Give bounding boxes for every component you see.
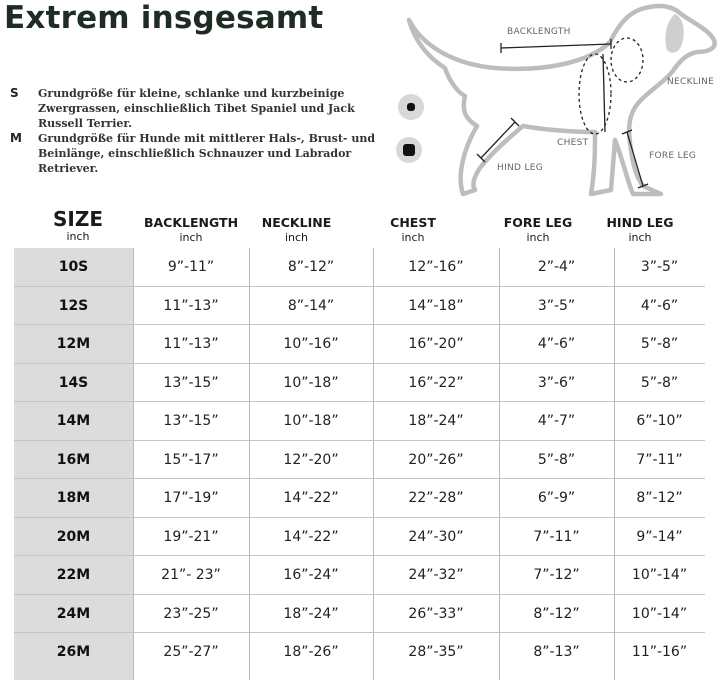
size-cell: 14S	[58, 374, 89, 391]
hind-leg-cell: 10”-14”	[631, 567, 688, 583]
backlength-cell: 11”-13”	[163, 336, 219, 352]
header-hind-leg	[601, 207, 679, 244]
neckline-cell: 10”-16”	[283, 336, 339, 352]
header-neckline	[249, 207, 344, 244]
fore-leg-cell: 4”-6”	[537, 336, 576, 352]
table-row	[14, 325, 705, 364]
hind-leg-cell: 5”-8”	[640, 374, 679, 391]
chest-cell: 18”-24”	[408, 413, 464, 429]
header-chest	[373, 207, 453, 244]
chest-cell: 24”-30”	[408, 528, 464, 545]
chest-cell: 12”-16”	[408, 259, 464, 275]
chest-cell: 24”-32”	[408, 567, 464, 583]
hind-leg-cell: 7”-11”	[636, 451, 683, 468]
neckline-cell: 16”-24”	[283, 567, 339, 583]
fore-leg-cell: 3”-6”	[537, 374, 576, 391]
neckline-cell: 18”-26”	[283, 644, 339, 660]
hind-leg-cell: 9”-14”	[636, 528, 683, 545]
neckline-cell: 8”-12”	[287, 259, 335, 275]
table-row	[14, 556, 705, 595]
backlength-cell: 25”-27”	[163, 644, 219, 660]
fore-leg-cell: 4”-7”	[537, 413, 576, 429]
chest-cell: 16”-22”	[408, 374, 464, 391]
size-cell: 20M	[56, 528, 91, 545]
chest-cell: 14”-18”	[408, 297, 464, 314]
hind-leg-cell: 11”-16”	[631, 644, 688, 660]
fore-leg-cell: 7”-12”	[533, 567, 580, 583]
neckline-cell: 10”-18”	[283, 374, 339, 391]
fore-leg-cell: 2”-4”	[537, 259, 576, 275]
header-label: HIND LEG	[606, 215, 674, 230]
hind-leg-cell: 4”-6”	[640, 297, 679, 314]
chest-cell: 20”-26”	[408, 451, 464, 468]
header-unit: inch	[526, 231, 550, 244]
header-label: BACKLENGTH	[143, 215, 239, 230]
size-cell: 24M	[56, 605, 91, 622]
header-size	[44, 207, 112, 243]
hind-leg-cell: 6”-10”	[636, 413, 683, 429]
size-letter: M	[10, 131, 22, 145]
hind-leg-label: HIND LEG	[497, 163, 544, 173]
dog-outline-icon	[405, 0, 720, 200]
backlength-cell: 23”-25”	[163, 605, 219, 622]
page-title: Extrem insgesamt	[4, 0, 324, 36]
table-row	[14, 441, 705, 480]
neckline-cell: 18”-24”	[283, 605, 339, 622]
size-cell: 18M	[56, 490, 91, 506]
size-cell: 10S	[58, 259, 89, 275]
header-label: FORE LEG	[503, 215, 573, 230]
backlength-cell: 19”-21”	[163, 528, 219, 545]
hind-leg-cell: 8”-12”	[636, 490, 683, 506]
header-label: NECKLINE	[261, 215, 332, 230]
size-cell: 22M	[56, 567, 91, 583]
neckline-cell: 14”-22”	[283, 490, 339, 506]
backlength-cell: 17”-19”	[163, 490, 219, 506]
backlength-cell: 15”-17”	[163, 451, 219, 468]
table-row	[14, 402, 705, 441]
backlength-cell: 21”- 23”	[161, 567, 221, 583]
fore-leg-cell: 3”-5”	[537, 297, 576, 314]
hind-leg-cell: 5”-8”	[640, 336, 679, 352]
hind-leg-cell: 3”-5”	[640, 259, 679, 275]
fore-leg-cell: 5”-8”	[537, 451, 576, 468]
fore-leg-cell: 8”-13”	[533, 644, 580, 660]
neckline-cell: 12”-20”	[283, 451, 339, 468]
chest-cell: 16”-20”	[408, 336, 464, 352]
fore-leg-cell: 7”-11”	[533, 528, 580, 545]
backlength-label: BACKLENGTH	[507, 27, 571, 37]
neckline-label: NECKLINE	[667, 77, 715, 87]
header-fore-leg	[499, 207, 577, 244]
backlength-cell: 11”-13”	[163, 297, 219, 314]
chest-cell: 26”-33”	[408, 605, 464, 622]
size-cell: 12S	[58, 297, 89, 314]
chest-cell: 28”-35”	[408, 644, 464, 660]
size-cell: 14M	[56, 413, 91, 429]
fore-leg-label: FORE LEG	[649, 151, 697, 161]
header-label: SIZE	[52, 207, 103, 231]
backlength-cell: 13”-15”	[163, 413, 219, 429]
hind-leg-cell: 10”-14”	[631, 605, 688, 622]
table-row	[14, 479, 705, 518]
neckline-cell: 8”-14”	[287, 297, 335, 314]
size-cell: 26M	[56, 644, 91, 660]
table-row	[14, 248, 705, 287]
dog-measurement-diagram	[405, 0, 720, 200]
size-table	[14, 248, 705, 680]
backlength-cell: 13”-15”	[163, 374, 219, 391]
neckline-cell: 10”-18”	[283, 413, 339, 429]
header-unit: inch	[628, 231, 652, 244]
table-header	[0, 207, 720, 247]
neckline-cell: 14”-22”	[283, 528, 339, 545]
size-cell: 12M	[56, 336, 91, 352]
header-unit: inch	[401, 231, 425, 244]
header-unit: inch	[284, 231, 309, 244]
size-description-text: Grundgröße für kleine, schlanke und kurzbeinige Zwergrassen, einschließlich Tibet Spaniel und Jack Russell Terrier.	[38, 87, 355, 130]
size-letter: S	[10, 86, 19, 100]
chest-cell: 22”-28”	[408, 490, 464, 506]
fore-leg-cell: 6”-9”	[537, 490, 576, 506]
header-backlength	[133, 207, 249, 244]
header-label: CHEST	[390, 215, 436, 230]
table-row	[14, 518, 705, 557]
fore-leg-cell: 8”-12”	[533, 605, 580, 622]
table-row	[14, 633, 705, 672]
backlength-cell: 9”-11”	[167, 259, 215, 275]
table-row	[14, 595, 705, 634]
chest-label: CHEST	[557, 138, 589, 148]
table-row	[14, 364, 705, 403]
size-cell: 16M	[56, 451, 91, 468]
header-unit: inch	[66, 230, 90, 243]
header-unit: inch	[179, 231, 203, 244]
table-row	[14, 287, 705, 326]
size-description-text: Grundgröße für Hunde mit mittlerer Hals-, Brust- und Beinlänge, einschließlich Schnauzer und Labrador Retriever.	[38, 132, 376, 175]
